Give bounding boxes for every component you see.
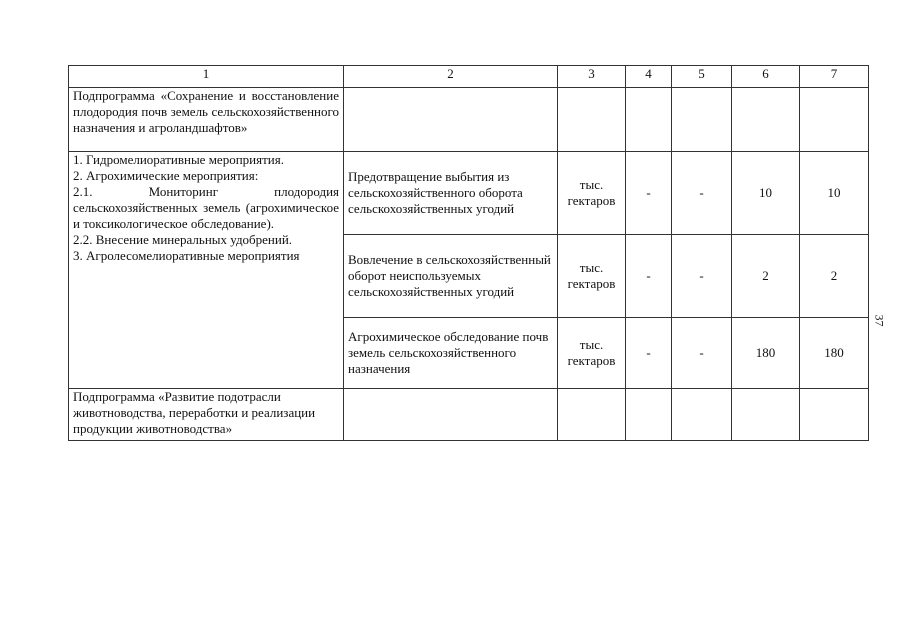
header-cell-2: 2 [344, 66, 558, 88]
header-cell-6: 6 [732, 66, 800, 88]
subprogram-2-row [69, 389, 869, 441]
subprogram-1-title: Подпрограмма «Сохранение и восстановление плодородия почв земель сельскохозяйственного назначения и агроландшафтов» [69, 88, 344, 152]
indicator-row [69, 152, 869, 235]
activities-cell [69, 152, 344, 389]
indicator-value-col7: 10 [800, 152, 869, 235]
indicator-name: Вовлечение в сельскохозяйственный оборот неиспользуемых сельскохозяйственных угодий [344, 235, 558, 318]
activity-item: 2.2. Внесение минеральных удобрений. [73, 232, 293, 247]
header-cell-1: 1 [69, 66, 344, 88]
indicator-unit: тыс. гектаров [558, 318, 626, 389]
header-cell-4: 4 [626, 66, 672, 88]
page-number: 37 [872, 314, 887, 327]
activity-item: 2.1. Мониторинг плодородия сельскохозяйственных земель (агрохимическое и токсикологическое обследование). [73, 184, 339, 231]
indicator-name: Агрохимическое обследование почв земель сельскохозяйственного назначения [344, 318, 558, 389]
indicator-value-col4: - [626, 235, 672, 318]
program-table [68, 65, 869, 441]
indicator-value-col5: - [672, 235, 732, 318]
activity-item: 1. Гидромелиоративные мероприятия. [73, 152, 284, 167]
activity-item: 3. Агролесомелиоративные мероприятия [73, 248, 300, 263]
indicator-value-col4: - [626, 152, 672, 235]
indicator-value-col7: 2 [800, 235, 869, 318]
header-cell-7: 7 [800, 66, 869, 88]
indicator-name: Предотвращение выбытия из сельскохозяйственного оборота сельскохозяйственных угодий [344, 152, 558, 235]
indicator-unit: тыс. гектаров [558, 152, 626, 235]
indicator-value-col6: 10 [732, 152, 800, 235]
indicator-value-col6: 2 [732, 235, 800, 318]
indicator-value-col6: 180 [732, 318, 800, 389]
header-cell-3: 3 [558, 66, 626, 88]
indicator-value-col4: - [626, 318, 672, 389]
indicator-value-col5: - [672, 318, 732, 389]
indicator-value-col5: - [672, 152, 732, 235]
header-row [69, 66, 869, 88]
activity-item: 2. Агрохимические мероприятия: [73, 168, 259, 183]
subprogram-2-title: Подпрограмма «Развитие подотрасли животноводства, переработки и реализации продукции животноводства» [69, 389, 344, 441]
indicator-unit: тыс. гектаров [558, 235, 626, 318]
header-cell-5: 5 [672, 66, 732, 88]
indicator-value-col7: 180 [800, 318, 869, 389]
subprogram-1-row [69, 88, 869, 152]
